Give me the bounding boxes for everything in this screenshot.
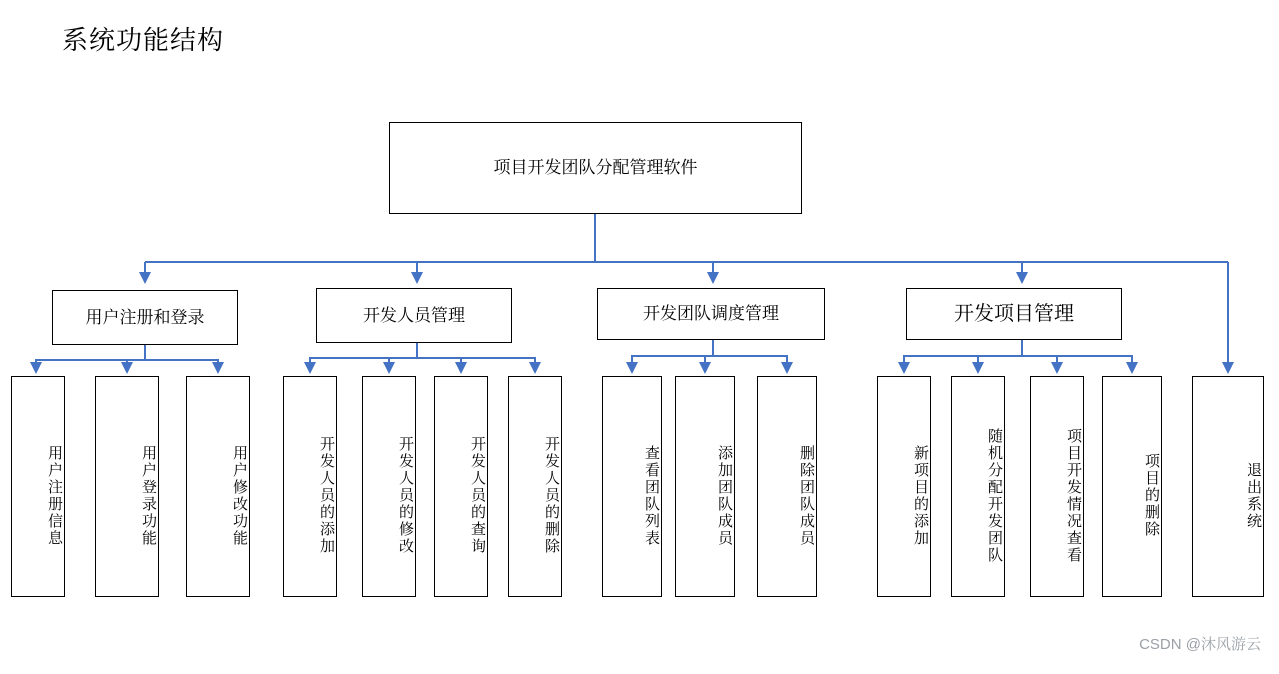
leaf-node[interactable] — [508, 376, 562, 597]
node-label: 开发项目管理 — [954, 302, 1074, 325]
leaf-label: 项目的删除 — [1143, 453, 1160, 538]
node-label: 开发团队调度管理 — [643, 304, 779, 324]
leaf-label: 查看团队列表 — [643, 444, 660, 547]
leaf-node[interactable] — [11, 376, 65, 597]
leaf-label: 开发人员的删除 — [543, 436, 560, 555]
node-label: 用户注册和登录 — [85, 307, 205, 327]
page-title: 系统功能结构 — [62, 25, 225, 55]
leaf-node[interactable] — [951, 376, 1005, 597]
watermark: CSDN @沐风游云 — [1139, 636, 1261, 653]
node-label: 开发人员管理 — [363, 305, 465, 325]
leaf-node[interactable] — [434, 376, 488, 597]
node-branch-team-schedule[interactable] — [597, 288, 825, 340]
node-branch-developer-mgmt[interactable] — [316, 288, 512, 343]
leaf-node[interactable] — [1030, 376, 1084, 597]
leaf-label: 新项目的添加 — [912, 444, 929, 547]
leaf-label: 用户修改功能 — [231, 444, 248, 547]
leaf-node-exit-system[interactable] — [1192, 376, 1264, 597]
leaf-label: 用户登录功能 — [140, 444, 157, 547]
node-root[interactable] — [389, 122, 802, 214]
leaf-label: 项目开发情况查看 — [1065, 427, 1082, 564]
leaf-label: 删除团队成员 — [798, 444, 815, 547]
node-branch-user-auth[interactable] — [52, 290, 238, 345]
leaf-node[interactable] — [186, 376, 250, 597]
leaf-label: 退出系统 — [1245, 461, 1262, 530]
leaf-node[interactable] — [362, 376, 416, 597]
leaf-label: 用户注册信息 — [46, 444, 63, 547]
leaf-node[interactable] — [877, 376, 931, 597]
leaf-node[interactable] — [757, 376, 817, 597]
leaf-label: 开发人员的查询 — [469, 436, 486, 555]
leaf-node[interactable] — [283, 376, 337, 597]
leaf-label: 开发人员的添加 — [318, 436, 335, 555]
leaf-node[interactable] — [95, 376, 159, 597]
node-label: 项目开发团队分配管理软件 — [493, 158, 698, 178]
leaf-node[interactable] — [1102, 376, 1162, 597]
leaf-label: 随机分配开发团队 — [986, 427, 1003, 564]
leaf-node[interactable] — [675, 376, 735, 597]
leaf-node[interactable] — [602, 376, 662, 597]
node-branch-project-mgmt[interactable] — [906, 288, 1122, 340]
leaf-label: 添加团队成员 — [716, 444, 733, 547]
leaf-label: 开发人员的修改 — [397, 436, 414, 555]
